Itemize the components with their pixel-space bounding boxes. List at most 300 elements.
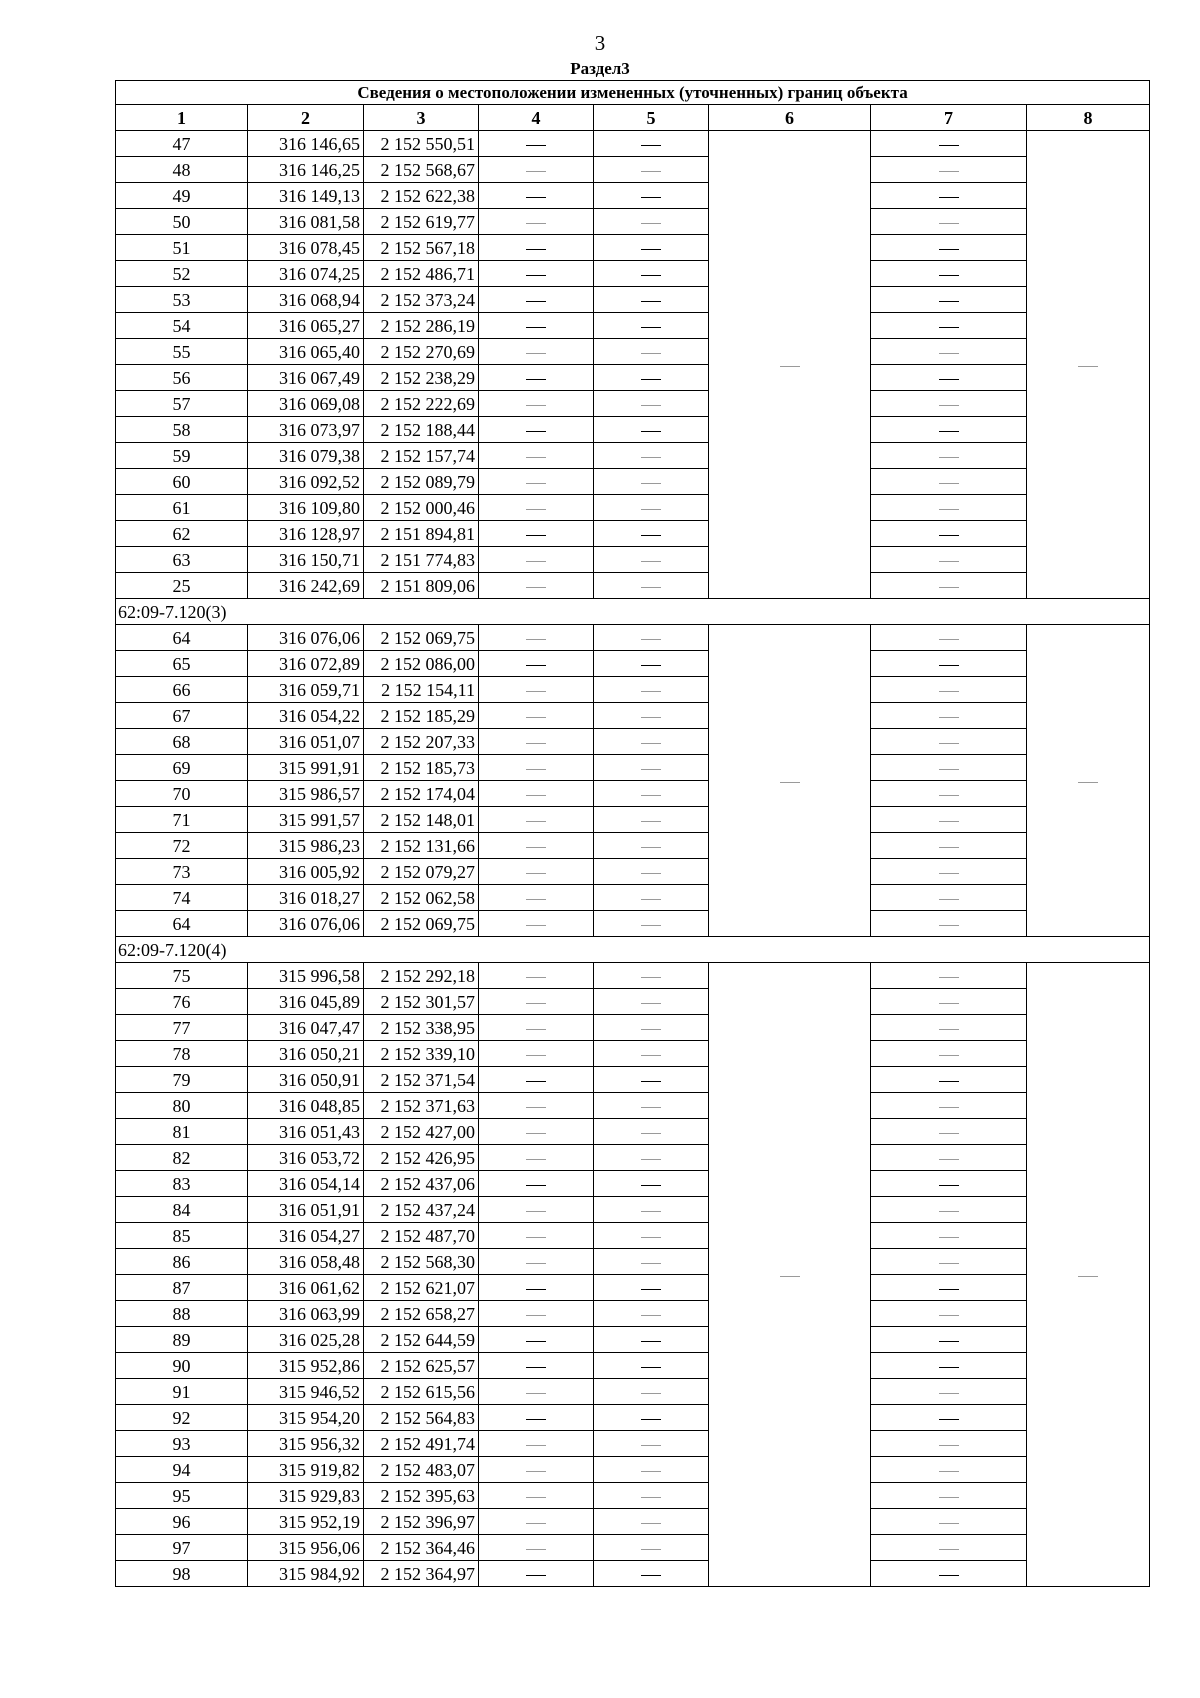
col7-cell: [871, 781, 1027, 807]
coord-y: 2 152 079,27: [364, 859, 479, 885]
col7-cell: [871, 1353, 1027, 1379]
coord-x: 316 079,38: [248, 443, 364, 469]
dash-mark: [641, 405, 661, 406]
col5-cell: [594, 521, 709, 547]
table-row: [116, 365, 1150, 391]
dash-mark: [641, 483, 661, 484]
col4-cell: [479, 755, 594, 781]
dash-mark: [939, 1471, 959, 1472]
col5-cell: [594, 1041, 709, 1067]
col5-cell: [594, 677, 709, 703]
col5-cell: [594, 1431, 709, 1457]
point-number: 25: [116, 573, 248, 599]
point-number: 80: [116, 1093, 248, 1119]
table-row: [116, 1405, 1150, 1431]
coord-x: 316 109,80: [248, 495, 364, 521]
col4-cell: [479, 1223, 594, 1249]
coord-x: 316 128,97: [248, 521, 364, 547]
dash-mark: [641, 1211, 661, 1212]
point-number: 94: [116, 1457, 248, 1483]
dash-mark: [641, 639, 661, 640]
dash-mark: [939, 977, 959, 978]
coord-x: 316 058,48: [248, 1249, 364, 1275]
table-row: [116, 885, 1150, 911]
dash-mark: [939, 483, 959, 484]
point-number: 71: [116, 807, 248, 833]
table-row: [116, 1249, 1150, 1275]
coord-y: 2 152 069,75: [364, 911, 479, 937]
coord-y: 2 151 894,81: [364, 521, 479, 547]
coord-y: 2 152 000,46: [364, 495, 479, 521]
coord-x: 315 956,32: [248, 1431, 364, 1457]
column-header: 5: [594, 105, 709, 131]
point-number: 86: [116, 1249, 248, 1275]
dash-mark: [526, 1367, 546, 1368]
dash-mark: [526, 223, 546, 224]
col4-cell: [479, 1457, 594, 1483]
col4-cell: [479, 729, 594, 755]
coord-y: 2 152 483,07: [364, 1457, 479, 1483]
dash-mark: [939, 1029, 959, 1030]
col4-cell: [479, 1509, 594, 1535]
point-number: 83: [116, 1171, 248, 1197]
dash-mark: [526, 1523, 546, 1524]
col7-cell: [871, 1015, 1027, 1041]
dash-mark: [939, 145, 959, 146]
coord-y: 2 152 564,83: [364, 1405, 479, 1431]
dash-mark: [641, 1185, 661, 1186]
group-label: 62:09-7.120(3): [116, 599, 1150, 625]
coord-x: 316 076,06: [248, 911, 364, 937]
col4-cell: [479, 521, 594, 547]
dash-mark: [939, 1003, 959, 1004]
point-number: 96: [116, 1509, 248, 1535]
coord-x: 316 054,27: [248, 1223, 364, 1249]
dash-mark: [526, 665, 546, 666]
table-row: [116, 1067, 1150, 1093]
dash-mark: [641, 1029, 661, 1030]
dash-mark: [641, 249, 661, 250]
col5-cell: [594, 703, 709, 729]
col4-cell: [479, 1197, 594, 1223]
col5-cell: [594, 755, 709, 781]
col7-cell: [871, 1223, 1027, 1249]
col4-cell: [479, 989, 594, 1015]
coord-y: 2 152 395,63: [364, 1483, 479, 1509]
dash-mark: [939, 327, 959, 328]
coord-y: 2 152 491,74: [364, 1431, 479, 1457]
coord-x: 316 073,97: [248, 417, 364, 443]
coord-x: 316 146,25: [248, 157, 364, 183]
dash-mark: [526, 1289, 546, 1290]
table-row: [116, 209, 1150, 235]
dash-mark: [641, 587, 661, 588]
dash-mark: [526, 691, 546, 692]
dash-mark: [939, 171, 959, 172]
col7-cell: [871, 339, 1027, 365]
dash-mark: [641, 1367, 661, 1368]
coord-y: 2 152 286,19: [364, 313, 479, 339]
column-numbers-row: [116, 105, 1150, 131]
dash-mark: [641, 1081, 661, 1082]
dash-mark: [939, 691, 959, 692]
col7-cell: [871, 391, 1027, 417]
dash-mark: [780, 366, 800, 367]
table-row: [116, 1275, 1150, 1301]
dash-mark: [641, 1315, 661, 1316]
col7-cell: [871, 1249, 1027, 1275]
col4-cell: [479, 703, 594, 729]
dash-mark: [526, 899, 546, 900]
dash-mark: [641, 327, 661, 328]
dash-mark: [939, 665, 959, 666]
col7-cell: [871, 1457, 1027, 1483]
point-number: 91: [116, 1379, 248, 1405]
point-number: 61: [116, 495, 248, 521]
group-label: 62:09-7.120(4): [116, 937, 1150, 963]
col4-cell: [479, 365, 594, 391]
coord-x: 316 067,49: [248, 365, 364, 391]
table-caption: Сведения о местоположении измененных (уточненных) границ объекта: [116, 81, 1150, 105]
dash-mark: [939, 1575, 959, 1576]
dash-mark: [939, 379, 959, 380]
coord-x: 316 065,40: [248, 339, 364, 365]
dash-mark: [939, 1523, 959, 1524]
col5-cell: [594, 911, 709, 937]
table-row: [116, 1431, 1150, 1457]
col5-cell: [594, 651, 709, 677]
dash-mark: [526, 795, 546, 796]
dash-mark: [526, 431, 546, 432]
coord-x: 316 005,92: [248, 859, 364, 885]
dash-mark: [526, 1055, 546, 1056]
col4-cell: [479, 1561, 594, 1587]
col5-cell: [594, 963, 709, 989]
dash-mark: [526, 535, 546, 536]
dash-mark: [526, 769, 546, 770]
col7-cell: [871, 807, 1027, 833]
dash-mark: [939, 1549, 959, 1550]
col4-cell: [479, 313, 594, 339]
point-number: 62: [116, 521, 248, 547]
point-number: 58: [116, 417, 248, 443]
table-row: [116, 1353, 1150, 1379]
coord-x: 316 053,72: [248, 1145, 364, 1171]
coord-x: 316 074,25: [248, 261, 364, 287]
coord-y: 2 152 338,95: [364, 1015, 479, 1041]
page-number: 3: [594, 31, 606, 55]
col7-cell: [871, 833, 1027, 859]
col4-cell: [479, 287, 594, 313]
dash-mark: [526, 327, 546, 328]
dash-mark: [641, 1393, 661, 1394]
dash-mark: [641, 1445, 661, 1446]
dash-mark: [641, 873, 661, 874]
col5-cell: [594, 807, 709, 833]
section-title: Раздел3: [570, 59, 630, 78]
dash-mark: [641, 899, 661, 900]
dash-mark: [526, 1107, 546, 1108]
boundary-coordinates-table: [115, 80, 1150, 1587]
dash-mark: [939, 639, 959, 640]
coord-y: 2 152 371,54: [364, 1067, 479, 1093]
col5-cell: [594, 339, 709, 365]
point-number: 82: [116, 1145, 248, 1171]
col5-cell: [594, 989, 709, 1015]
point-number: 56: [116, 365, 248, 391]
coord-x: 316 050,21: [248, 1041, 364, 1067]
coord-y: 2 152 622,38: [364, 183, 479, 209]
dash-mark: [641, 925, 661, 926]
point-number: 51: [116, 235, 248, 261]
coord-y: 2 152 086,00: [364, 651, 479, 677]
coord-y: 2 152 371,63: [364, 1093, 479, 1119]
dash-mark: [939, 431, 959, 432]
table-row: [116, 703, 1150, 729]
dash-mark: [526, 1575, 546, 1576]
col4-cell: [479, 1249, 594, 1275]
dash-mark: [939, 925, 959, 926]
table-row: [116, 495, 1150, 521]
point-number: 66: [116, 677, 248, 703]
col7-cell: [871, 1535, 1027, 1561]
point-number: 59: [116, 443, 248, 469]
coord-y: 2 152 373,24: [364, 287, 479, 313]
dash-mark: [526, 1237, 546, 1238]
col7-cell: [871, 625, 1027, 651]
col7-cell: [871, 1119, 1027, 1145]
col5-cell: [594, 469, 709, 495]
point-number: 65: [116, 651, 248, 677]
point-number: 76: [116, 989, 248, 1015]
table-row: [116, 1171, 1150, 1197]
dash-mark: [526, 743, 546, 744]
col4-cell: [479, 131, 594, 157]
dash-mark: [939, 561, 959, 562]
point-number: 97: [116, 1535, 248, 1561]
dash-mark: [641, 1523, 661, 1524]
coord-y: 2 152 625,57: [364, 1353, 479, 1379]
col5-cell: [594, 1067, 709, 1093]
dash-mark: [939, 197, 959, 198]
dash-mark: [526, 561, 546, 562]
coord-x: 316 061,62: [248, 1275, 364, 1301]
col8-merged-cell: [1027, 131, 1150, 599]
point-number: 81: [116, 1119, 248, 1145]
col7-cell: [871, 963, 1027, 989]
dash-mark: [939, 873, 959, 874]
dash-mark: [641, 743, 661, 744]
col4-cell: [479, 183, 594, 209]
point-number: 85: [116, 1223, 248, 1249]
col7-cell: [871, 1145, 1027, 1171]
coord-x: 316 063,99: [248, 1301, 364, 1327]
column-header: 6: [709, 105, 871, 131]
dash-mark: [641, 1003, 661, 1004]
dash-mark: [526, 1393, 546, 1394]
dash-mark: [526, 197, 546, 198]
col5-cell: [594, 209, 709, 235]
col5-cell: [594, 625, 709, 651]
dash-mark: [939, 1133, 959, 1134]
table-row: [116, 1197, 1150, 1223]
table-row: [116, 183, 1150, 209]
table-row: [116, 1223, 1150, 1249]
dash-mark: [526, 249, 546, 250]
coord-y: 2 152 615,56: [364, 1379, 479, 1405]
dash-mark: [939, 1055, 959, 1056]
coord-y: 2 152 396,97: [364, 1509, 479, 1535]
point-number: 50: [116, 209, 248, 235]
col5-cell: [594, 1405, 709, 1431]
dash-mark: [939, 301, 959, 302]
dash-mark: [526, 171, 546, 172]
col7-cell: [871, 885, 1027, 911]
table-row: [116, 1535, 1150, 1561]
col7-cell: [871, 521, 1027, 547]
table-row: [116, 833, 1150, 859]
col4-cell: [479, 625, 594, 651]
col5-cell: [594, 391, 709, 417]
col7-cell: [871, 443, 1027, 469]
coord-y: 2 151 809,06: [364, 573, 479, 599]
table-row: [116, 963, 1150, 989]
column-header: 7: [871, 105, 1027, 131]
table-row: [116, 443, 1150, 469]
table-row: [116, 339, 1150, 365]
point-number: 60: [116, 469, 248, 495]
point-number: 74: [116, 885, 248, 911]
dash-mark: [526, 1445, 546, 1446]
table-row: [116, 1301, 1150, 1327]
dash-mark: [1078, 1276, 1098, 1277]
table-row: [116, 781, 1150, 807]
coord-y: 2 152 568,67: [364, 157, 479, 183]
table-row: [116, 1327, 1150, 1353]
point-number: 78: [116, 1041, 248, 1067]
col7-cell: [871, 989, 1027, 1015]
dash-mark: [939, 1081, 959, 1082]
col4-cell: [479, 547, 594, 573]
coord-y: 2 152 185,29: [364, 703, 479, 729]
coord-x: 316 146,65: [248, 131, 364, 157]
table-row: [116, 131, 1150, 157]
table-head: [116, 81, 1150, 131]
dash-mark: [641, 431, 661, 432]
col4-cell: [479, 261, 594, 287]
table-row: [116, 417, 1150, 443]
col5-cell: [594, 1275, 709, 1301]
dash-mark: [641, 977, 661, 978]
point-number: 73: [116, 859, 248, 885]
point-number: 90: [116, 1353, 248, 1379]
dash-mark: [780, 782, 800, 783]
dash-mark: [526, 145, 546, 146]
dash-mark: [939, 1445, 959, 1446]
dash-mark: [526, 509, 546, 510]
dash-mark: [939, 717, 959, 718]
table-row: [116, 911, 1150, 937]
coord-x: 315 984,92: [248, 1561, 364, 1587]
coord-y: 2 152 426,95: [364, 1145, 479, 1171]
dash-mark: [939, 535, 959, 536]
col5-cell: [594, 781, 709, 807]
col6-merged-cell: [709, 625, 871, 937]
coord-x: 316 076,06: [248, 625, 364, 651]
coord-x: 316 092,52: [248, 469, 364, 495]
col7-cell: [871, 235, 1027, 261]
col4-cell: [479, 209, 594, 235]
coord-y: 2 152 364,46: [364, 1535, 479, 1561]
col4-cell: [479, 1119, 594, 1145]
table-row: [116, 521, 1150, 547]
dash-mark: [939, 1393, 959, 1394]
col7-cell: [871, 573, 1027, 599]
dash-mark: [641, 1289, 661, 1290]
dash-mark: [526, 1081, 546, 1082]
dash-mark: [526, 977, 546, 978]
dash-mark: [939, 1263, 959, 1264]
point-number: 49: [116, 183, 248, 209]
col5-cell: [594, 1093, 709, 1119]
col5-cell: [594, 1561, 709, 1587]
dash-mark: [641, 1341, 661, 1342]
col5-cell: [594, 1483, 709, 1509]
coord-x: 315 996,58: [248, 963, 364, 989]
point-number: 75: [116, 963, 248, 989]
dash-mark: [939, 249, 959, 250]
dash-mark: [641, 1263, 661, 1264]
col7-cell: [871, 1483, 1027, 1509]
coord-x: 315 952,19: [248, 1509, 364, 1535]
point-number: 72: [116, 833, 248, 859]
table-row: [116, 287, 1150, 313]
dash-mark: [526, 873, 546, 874]
point-number: 92: [116, 1405, 248, 1431]
dash-mark: [526, 301, 546, 302]
dash-mark: [641, 171, 661, 172]
dash-mark: [641, 145, 661, 146]
dash-mark: [526, 821, 546, 822]
coord-x: 316 150,71: [248, 547, 364, 573]
coord-x: 315 929,83: [248, 1483, 364, 1509]
col5-cell: [594, 365, 709, 391]
table-row: [116, 573, 1150, 599]
coord-y: 2 152 069,75: [364, 625, 479, 651]
dash-mark: [939, 457, 959, 458]
dash-mark: [939, 1211, 959, 1212]
table-row: [116, 677, 1150, 703]
col7-cell: [871, 859, 1027, 885]
coord-y: 2 152 301,57: [364, 989, 479, 1015]
dash-mark: [526, 379, 546, 380]
col7-cell: [871, 469, 1027, 495]
col4-cell: [479, 781, 594, 807]
dash-mark: [641, 353, 661, 354]
col5-cell: [594, 1145, 709, 1171]
table-row: [116, 235, 1150, 261]
dash-mark: [641, 561, 661, 562]
coord-y: 2 152 185,73: [364, 755, 479, 781]
col4-cell: [479, 1483, 594, 1509]
coord-x: 316 069,08: [248, 391, 364, 417]
point-number: 57: [116, 391, 248, 417]
col4-cell: [479, 1067, 594, 1093]
coord-y: 2 152 437,24: [364, 1197, 479, 1223]
coord-y: 2 152 644,59: [364, 1327, 479, 1353]
dash-mark: [939, 1419, 959, 1420]
coord-x: 315 954,20: [248, 1405, 364, 1431]
